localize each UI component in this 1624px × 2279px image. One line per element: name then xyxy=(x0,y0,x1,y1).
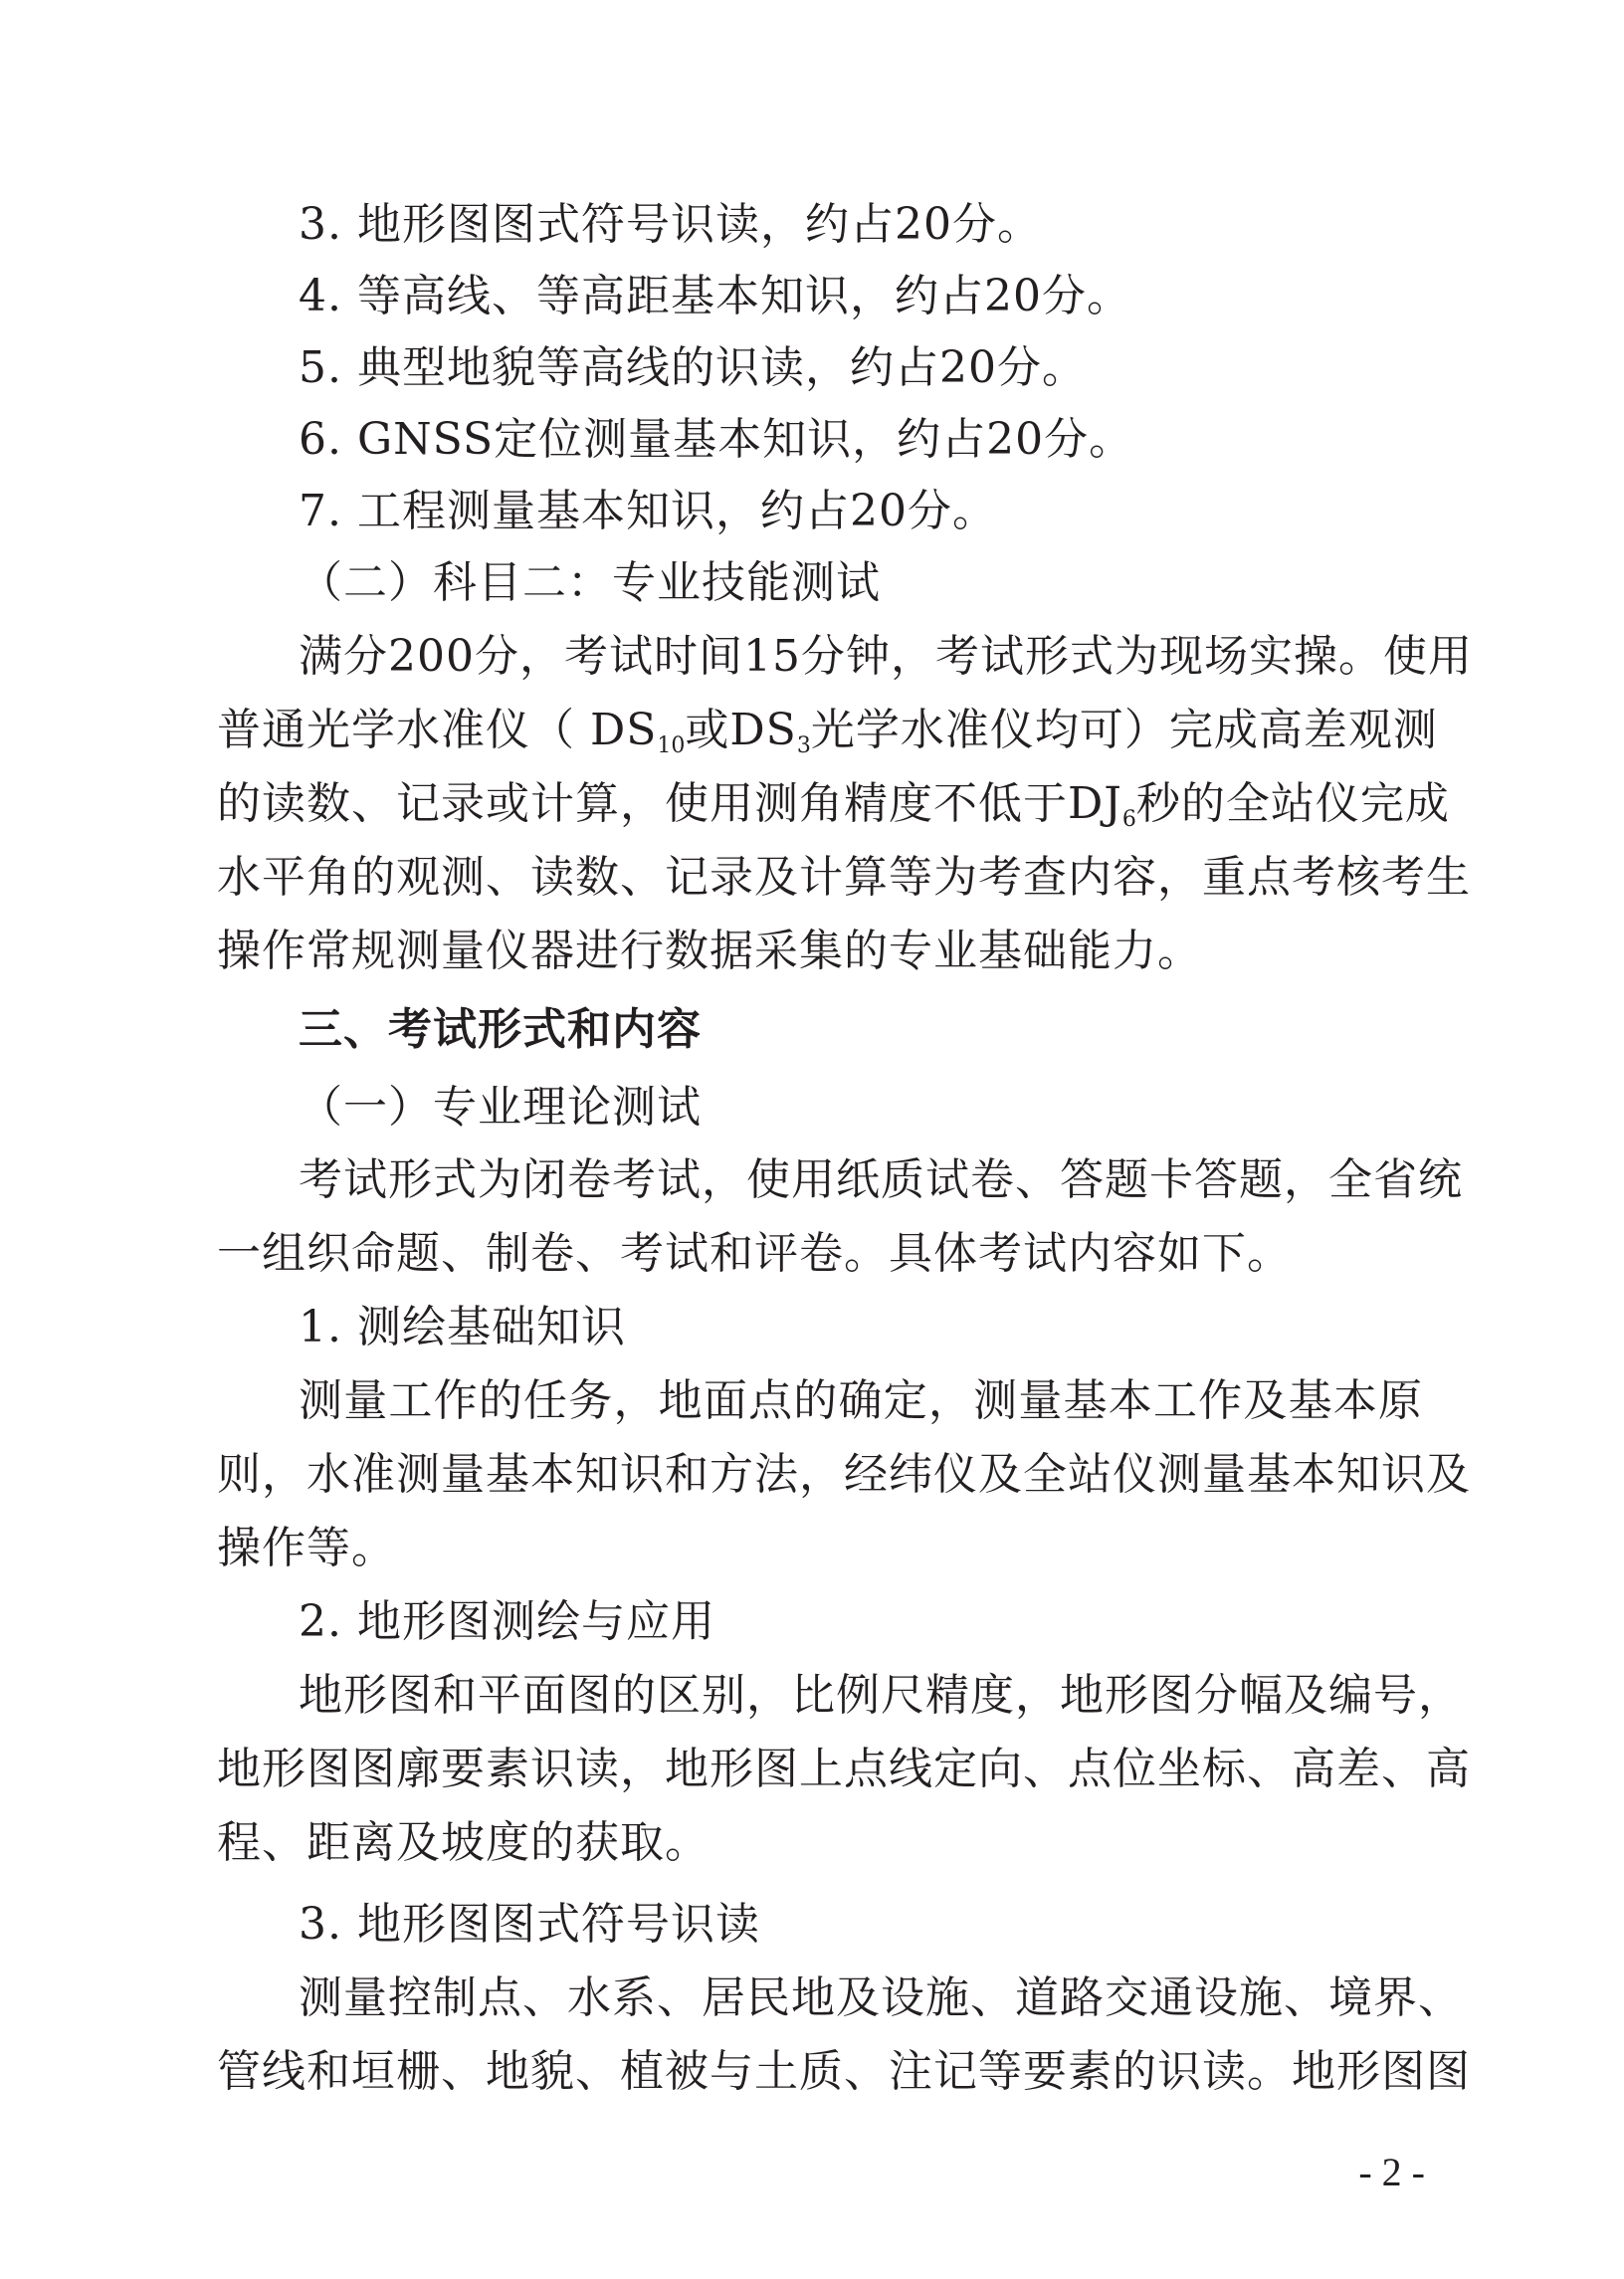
paragraph-line: 水平角的观测、读数、记录及计算等为考查内容，重点考核考生 xyxy=(217,852,1471,903)
paragraph-line xyxy=(217,701,1438,760)
text-span: 普通光学水准仪（ DS xyxy=(217,705,658,755)
paragraph-line: 地形图和平面图的区别，比例尺精度，地形图分幅及编号， xyxy=(299,1670,1463,1721)
item-heading: 1. 测绘基础知识 xyxy=(299,1302,626,1352)
paragraph-line: 一组织命题、制卷、考试和评卷。具体考试内容如下。 xyxy=(217,1228,1292,1279)
section-subheading: （二）科目二：专业技能测试 xyxy=(299,557,881,608)
text-span: 的读数、记录或计算，使用测角精度不低于DJ xyxy=(217,778,1122,829)
paragraph-line: 满分200分，考试时间15分钟，考试形式为现场实操。使用 xyxy=(299,631,1473,682)
paragraph-line xyxy=(217,774,1450,834)
item-heading: 2. 地形图测绘与应用 xyxy=(299,1596,715,1647)
text-span: 光学水准仪均可）完成高差观测 xyxy=(810,705,1438,755)
section-subheading: （一）专业理论测试 xyxy=(299,1082,702,1133)
paragraph-line: 程、距离及坡度的获取。 xyxy=(217,1817,710,1868)
paragraph-line: 考试形式为闭卷考试，使用纸质试卷、答题卡答题，全省统 xyxy=(299,1154,1463,1205)
paragraph-line: 则，水准测量基本知识和方法，经纬仪及全站仪测量基本知识及 xyxy=(217,1449,1471,1500)
list-item: 7. 工程测量基本知识，约占20分。 xyxy=(299,486,997,536)
subscript: 10 xyxy=(657,733,686,758)
paragraph-line: 操作常规测量仪器进行数据采集的专业基础能力。 xyxy=(217,926,1202,976)
text-span: 或DS xyxy=(685,705,797,755)
list-item: 5. 典型地貌等高线的识读，约占20分。 xyxy=(299,342,1087,393)
text-span: 秒的全站仪完成 xyxy=(1135,778,1450,829)
list-item: 3. 地形图图式符号识读，约占20分。 xyxy=(299,199,1042,250)
list-item: 4. 等高线、等高距基本知识，约占20分。 xyxy=(299,271,1131,321)
item-heading: 3. 地形图图式符号识读 xyxy=(299,1899,760,1950)
paragraph-line: 测量工作的任务，地面点的确定，测量基本工作及基本原 xyxy=(299,1375,1423,1426)
subscript: 6 xyxy=(1121,807,1136,832)
list-item: 6. GNSS定位测量基本知识，约占20分。 xyxy=(299,414,1134,465)
paragraph-line: 测量控制点、水系、居民地及设施、道路交通设施、境界、 xyxy=(299,1972,1463,2023)
section-heading: 三、考试形式和内容 xyxy=(299,1004,702,1055)
paragraph-line: 管线和垣栅、地貌、植被与土质、注记等要素的识读。地形图图 xyxy=(217,2046,1471,2097)
paragraph-line: 地形图图廓要素识读，地形图上点线定向、点位坐标、高差、高 xyxy=(217,1744,1471,1794)
page-number: - 2 - xyxy=(1358,2150,1425,2194)
paragraph-line: 操作等。 xyxy=(217,1523,396,1573)
subscript: 3 xyxy=(796,733,811,758)
